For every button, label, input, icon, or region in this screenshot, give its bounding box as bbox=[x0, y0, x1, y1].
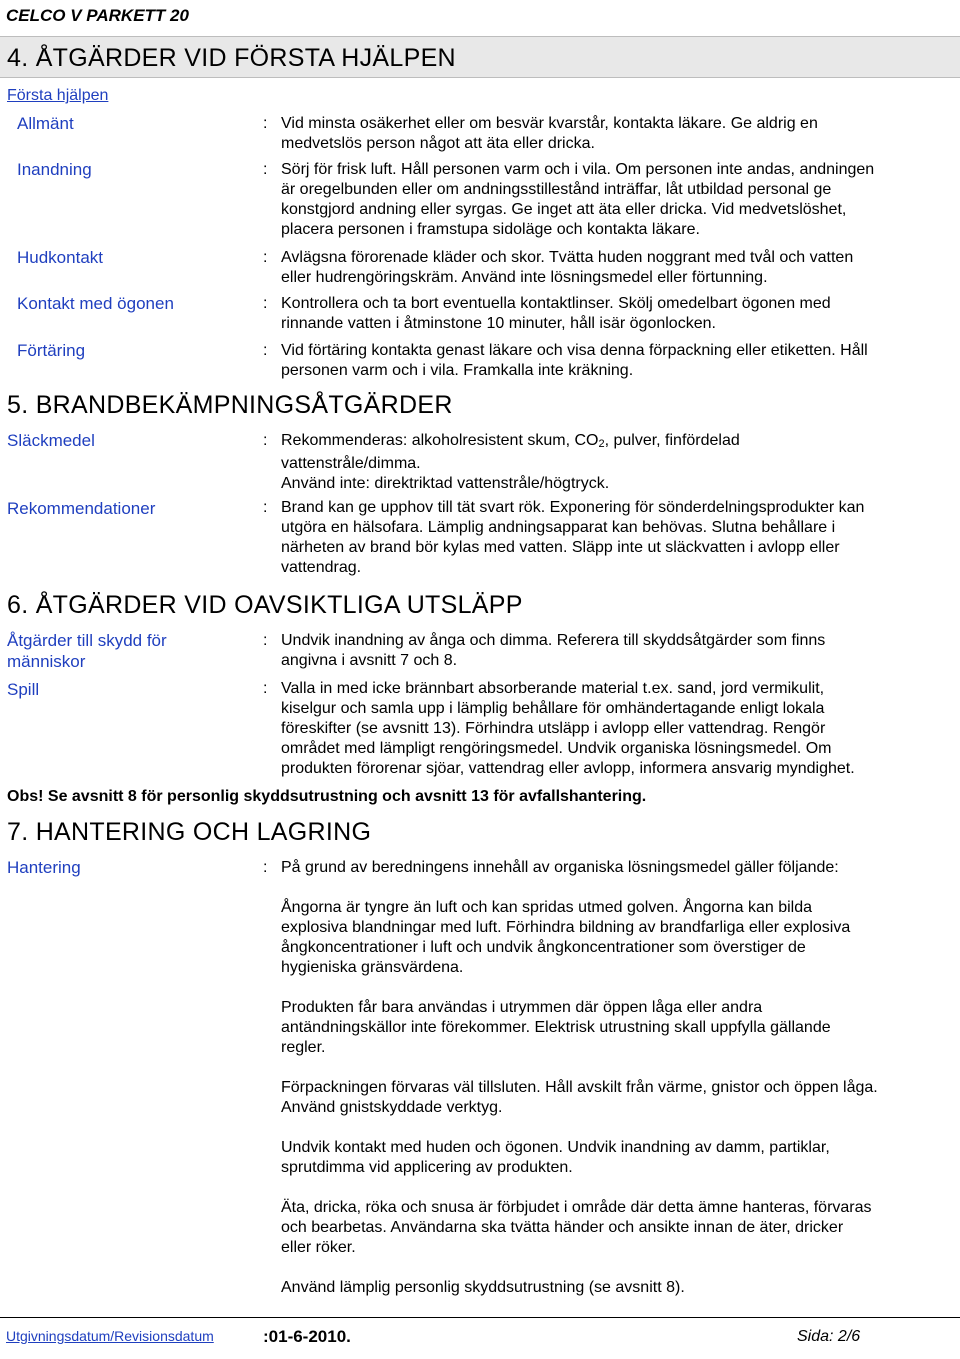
text-rekommendationer: Brand kan ge upphov till tät svart rök. Exponering för sönderdelningsprodukter kan utgöra en hälsofara. Lämplig andningsapparat kan behövas. Slutna behållare i närheten av brand bör kylas med vatten. Släpp inte ut släckvatten i avlopp eller vattendrag. bbox=[281, 499, 865, 576]
label-hantering: Hantering bbox=[7, 858, 81, 877]
label-slackmedel: Släckmedel bbox=[7, 431, 95, 450]
section-6-title: 6. ÅTGÄRDER VID OAVSIKTLIGA UTSLÄPP bbox=[7, 591, 523, 619]
label-kontakt-med-ogonen: Kontakt med ögonen bbox=[17, 294, 174, 313]
colon: : bbox=[263, 432, 268, 449]
footer-page-number: Sida: 2/6 bbox=[797, 1328, 861, 1345]
colon: : bbox=[263, 295, 268, 312]
hantering-paragraph-5: Äta, dricka, röka och snusa är förbjudet i område där detta ämne hanteras, förvaras och bearbetas. Användarna ska tvätta händer och ansikte innan de äter, dricker eller röker. bbox=[281, 1199, 872, 1256]
section-4-title: 4. ÅTGÄRDER VID FÖRSTA HJÄLPEN bbox=[7, 44, 456, 72]
footer-date-label: Utgivningsdatum/Revisionsdatum bbox=[6, 1328, 214, 1344]
text-allmant: Vid minsta osäkerhet eller om besvär kvarstår, kontakta läkare. Ge aldrig en medvetslös person något att äta eller dricka. bbox=[281, 115, 818, 152]
colon: : bbox=[263, 632, 268, 649]
colon: : bbox=[263, 161, 268, 178]
footer-date-value: :01-6-2010. bbox=[263, 1327, 351, 1346]
text-hantering-intro: På grund av beredningens innehåll av organiska lösningsmedel gäller följande: bbox=[281, 859, 839, 876]
colon: : bbox=[263, 249, 268, 266]
forsta-hjalpen-subheading: Första hjälpen bbox=[7, 87, 109, 104]
label-atgarder-till-skydd: Åtgärder till skydd för människor bbox=[7, 631, 167, 671]
document-header-title: CELCO V PARKETT 20 bbox=[6, 6, 189, 25]
hantering-paragraph-1: Ångorna är tyngre än luft och kan spridas utmed golven. Ångorna kan bilda explosiva blandningar med luft. Förhindra bildning av brandfarliga eller explosiva ångkoncentrationer i luft och undvik ångkoncentrationer som överstiger de hygieniska gränsvärdena. bbox=[281, 899, 851, 976]
label-fortaring: Förtäring bbox=[17, 341, 86, 360]
text-inandning: Sörj för frisk luft. Håll personen varm och i vila. Om personen inte andas, andningen är oregelbunden eller om andningsstillestånd inträffar, låt utbildad personal ge konstgjord andning eller syrgas. Ge inget att äta eller dricka. Vid medvetslöshet, placera personen i framstupa sidoläge och kontakta läkare. bbox=[281, 161, 875, 238]
label-hudkontakt: Hudkontakt bbox=[17, 248, 103, 267]
text-atgarder-till-skydd: Undvik inandning av ånga och dimma. Referera till skyddsåtgärder som finns angivna i avsnitt 7 och 8. bbox=[281, 632, 826, 669]
colon: : bbox=[263, 499, 268, 516]
label-rekommendationer: Rekommendationer bbox=[7, 499, 156, 518]
text-slackmedel: Rekommenderas: alkoholresistent skum, $CO_2$, pulver, finfördelad vattenstråle/dimma. Använd inte: direktriktad vattenstråle/högtryck. bbox=[281, 432, 740, 492]
footer-rule bbox=[0, 1317, 960, 1318]
section-7-title: 7. HANTERING OCH LAGRING bbox=[7, 818, 372, 846]
text-spill: Valla in med icke brännbart absorberande material t.ex. sand, jord vermikulit, kiselgur och samla upp i lämplig behållare för omhändertagande enligt lokala föreskifter (se avsnitt 13). Förhindra utsläpp i avlopp eller vattendrag. Rengör området med lämpligt rengöringsmedel. Undvik organiska lösningsmedel. Om produkten förorenar sjöar, vattendrag eller avlopp, informera ansvarig myndighet. bbox=[281, 680, 855, 777]
obs-note: Obs! Se avsnitt 8 för personlig skyddsutrustning och avsnitt 13 för avfallshantering. bbox=[7, 788, 647, 805]
text-hudkontakt: Avlägsna förorenade kläder och skor. Tvätta huden noggrant med tvål och vatten eller hudrengöringskräm. Använd inte lösningsmedel eller förtunning. bbox=[281, 249, 854, 286]
hantering-paragraph-6: Använd lämplig personlig skyddsutrustning (se avsnitt 8). bbox=[281, 1279, 685, 1296]
text-fortaring: Vid förtäring kontakta genast läkare och visa denna förpackning eller etiketten. Håll personen varm och i vila. Framkalla inte kräkning. bbox=[281, 342, 868, 379]
colon: : bbox=[263, 859, 268, 876]
label-spill: Spill bbox=[7, 680, 40, 699]
section-5-title: 5. BRANDBEKÄMPNINGSÅTGÄRDER bbox=[7, 391, 453, 419]
hantering-paragraph-4: Undvik kontakt med huden och ögonen. Undvik inandning av damm, partiklar, sprutdimma vid applicering av produkten. bbox=[281, 1139, 830, 1176]
text-kontakt-med-ogonen: Kontrollera och ta bort eventuella kontaktlinser. Skölj omedelbart ögonen med rinnande vatten i åtminstone 10 minuter, håll isär ögonlocken. bbox=[281, 295, 831, 332]
label-inandning: Inandning bbox=[17, 160, 92, 179]
label-allmant: Allmänt bbox=[17, 114, 74, 133]
colon: : bbox=[263, 680, 268, 697]
colon: : bbox=[263, 115, 268, 132]
colon: : bbox=[263, 342, 268, 359]
hantering-paragraph-2: Produkten får bara användas i utrymmen där öppen låga eller andra antändningskällor inte förekommer. Elektrisk utrustning skall uppfylla gällande regler. bbox=[281, 999, 831, 1056]
hantering-paragraph-3: Förpackningen förvaras väl tillsluten. Håll avskilt från värme, gnistor och öppen låga. Använd gnistskyddade verktyg. bbox=[281, 1079, 878, 1116]
